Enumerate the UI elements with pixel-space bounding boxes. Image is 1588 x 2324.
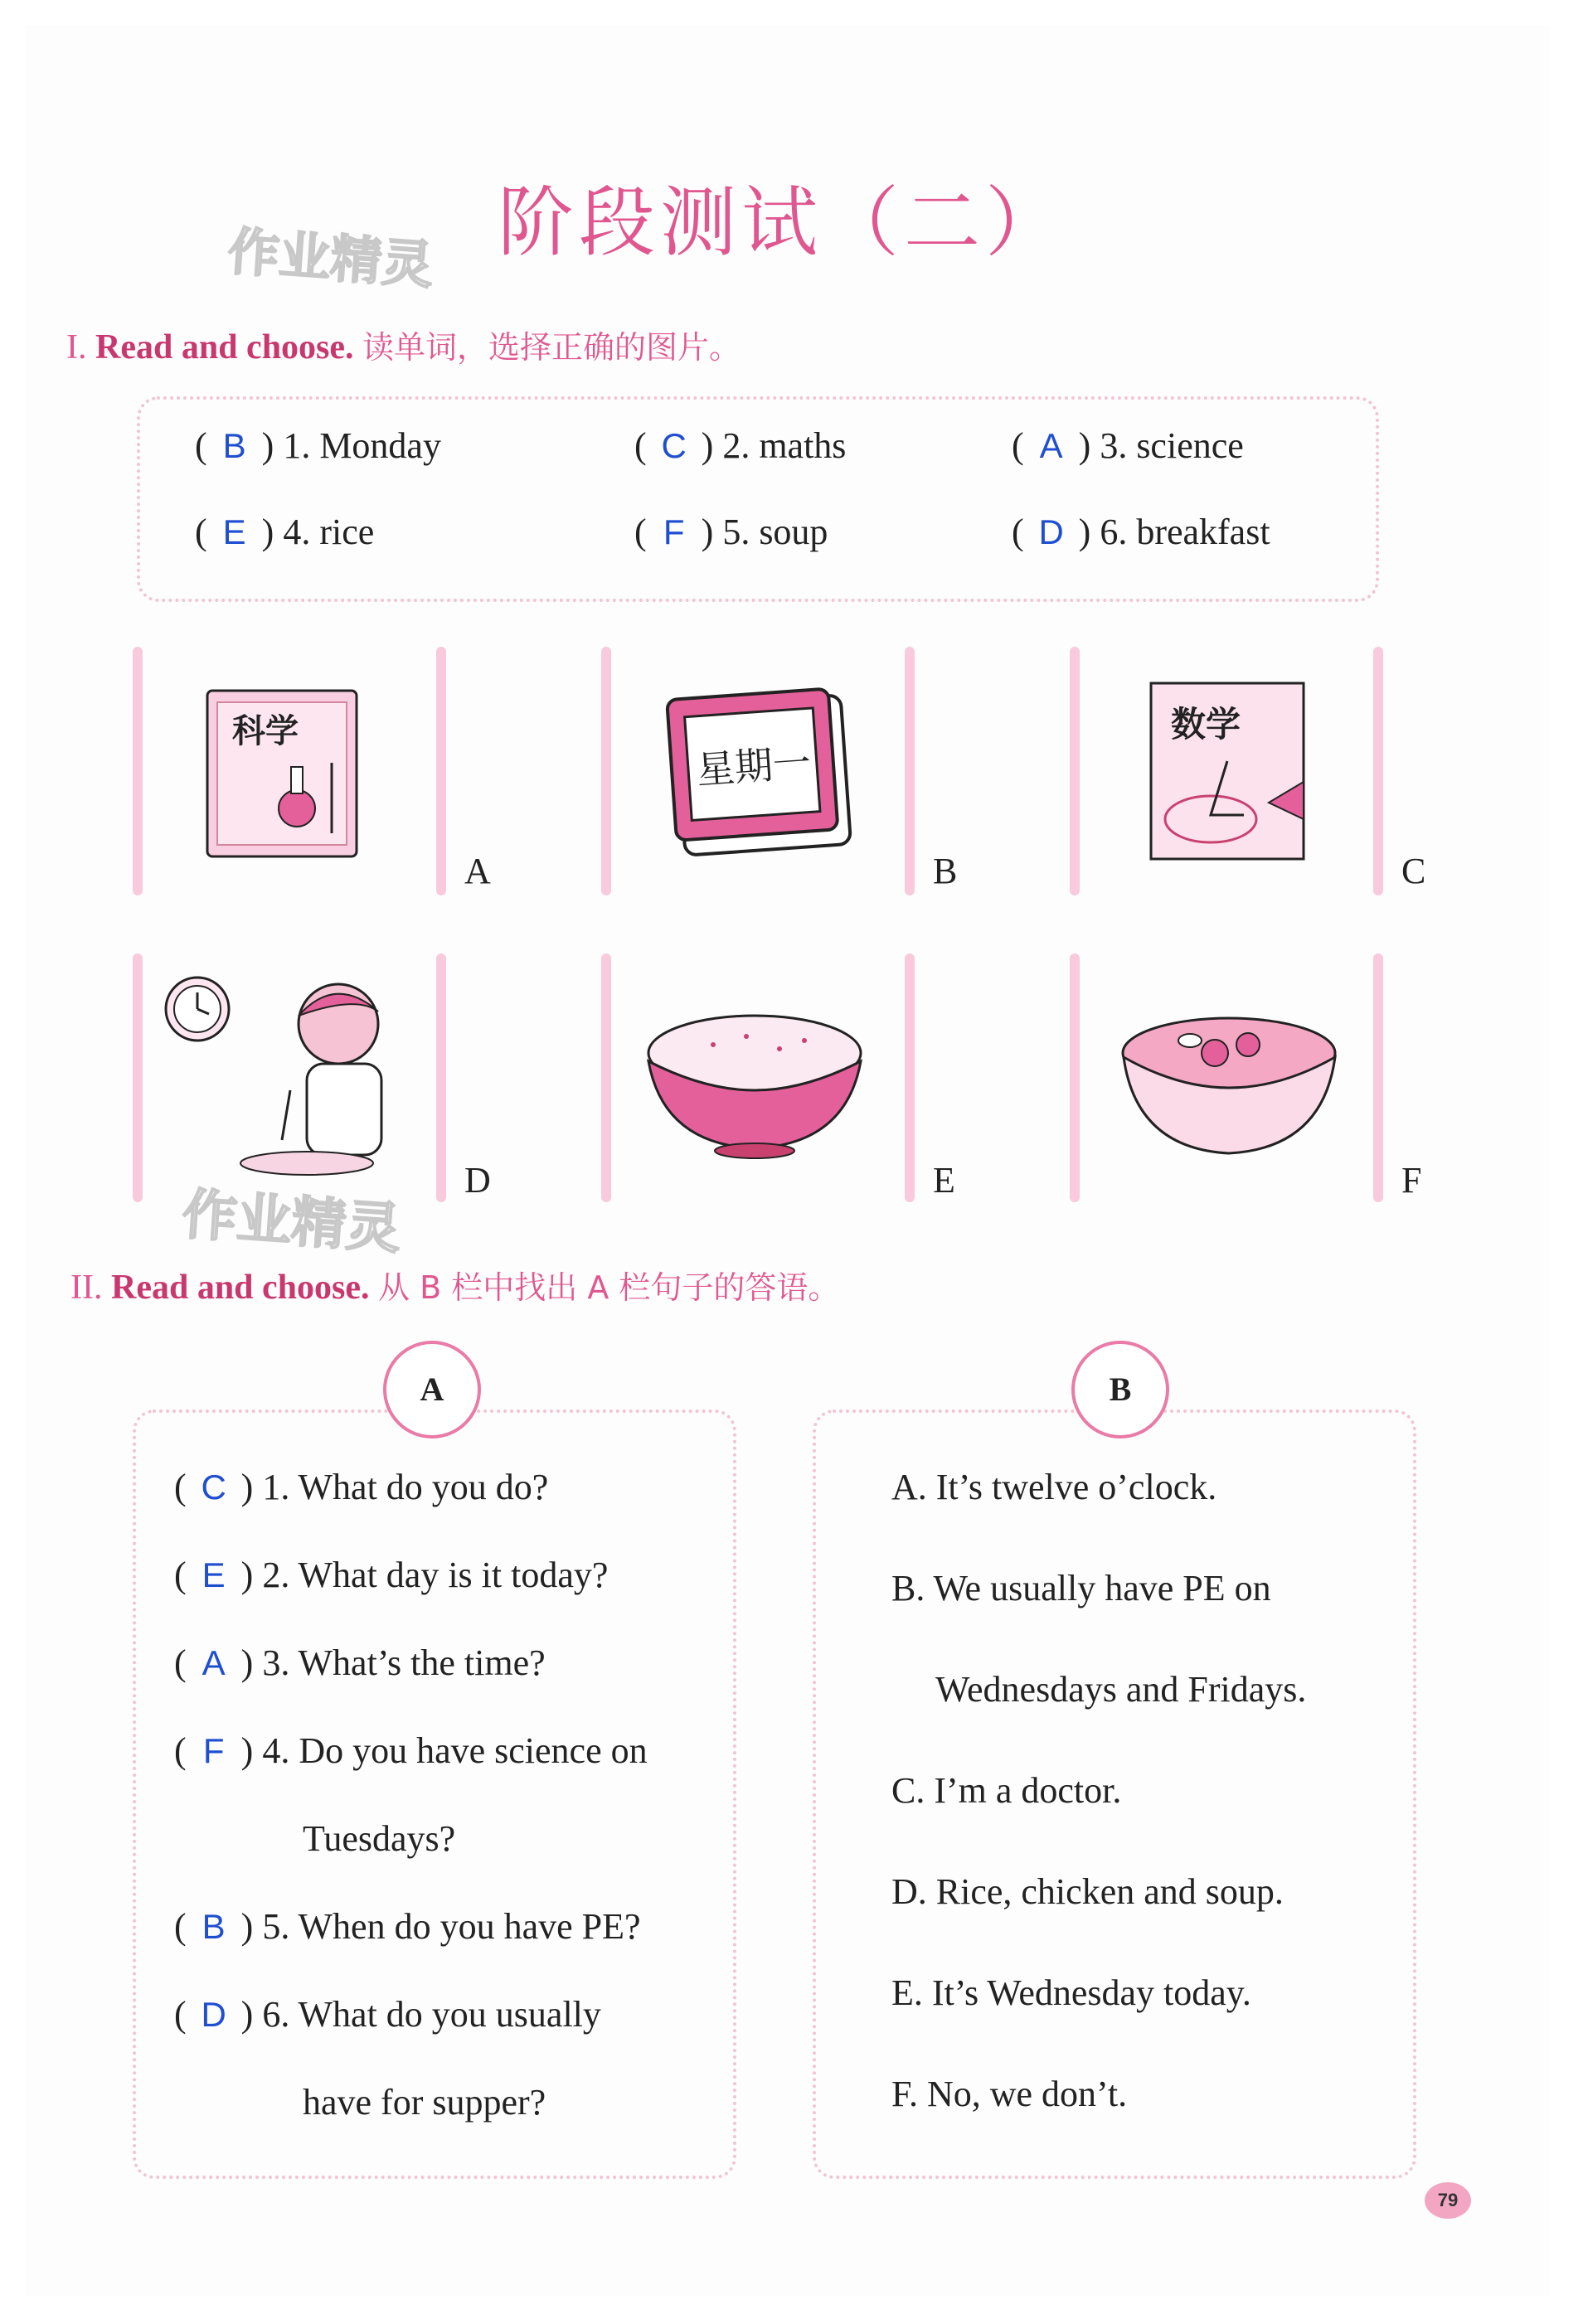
s1-item-5: ( F ) 5. soup xyxy=(634,512,828,552)
section-1-heading-cn: 读单词，选择正确的图片。 xyxy=(362,329,741,366)
a-answer-6[interactable]: D xyxy=(201,1995,226,2034)
s1-item-6: ( D ) 6. breakfast xyxy=(1012,512,1270,552)
a-question-4: 4. Do you have science on xyxy=(262,1730,648,1771)
section-2-heading-cn: 从 B 栏中找出 A 栏句子的答语。 xyxy=(378,1269,840,1306)
column-b-label: B xyxy=(1071,1341,1169,1439)
column-a-label: A xyxy=(383,1341,481,1439)
s1-item-4: ( E ) 4. rice xyxy=(195,512,375,552)
a-item-2: ( E ) 2. What day is it today? xyxy=(174,1555,609,1595)
a-question-5: 5. When do you have PE? xyxy=(262,1906,641,1947)
page-number: 79 xyxy=(1425,2182,1471,2219)
s1-answer-5[interactable]: F xyxy=(663,512,685,551)
a-answer-3[interactable]: A xyxy=(202,1643,226,1682)
picture-frame-d xyxy=(133,953,491,1202)
s1-word-2: 2. maths xyxy=(722,425,847,466)
science-book-label: 科学 xyxy=(232,712,299,750)
picture-letter-d: D xyxy=(464,1160,491,1201)
s1-answer-4[interactable]: E xyxy=(222,512,246,551)
a-item-3: ( A ) 3. What’s the time? xyxy=(174,1642,546,1683)
s1-word-1: 1. Monday xyxy=(283,425,441,466)
maths-book-label: 数学 xyxy=(1171,704,1241,745)
section-1-number: I. xyxy=(66,328,87,366)
a-question-2: 2. What day is it today? xyxy=(262,1555,609,1595)
s1-word-4: 4. rice xyxy=(283,512,375,552)
s1-word-3: 3. science xyxy=(1100,425,1244,466)
section-2-heading-en: Read and choose. xyxy=(110,1269,370,1307)
picture-letter-a: A xyxy=(464,851,491,891)
s1-item-2: ( C ) 2. maths xyxy=(634,425,847,466)
picture-frame-e xyxy=(601,953,955,1202)
picture-letter-f: F xyxy=(1401,1160,1422,1201)
picture-frame-a xyxy=(133,647,491,895)
picture-letter-e: E xyxy=(933,1160,955,1201)
a-question-6-cont: have for supper? xyxy=(303,2082,546,2123)
a-item-6: ( D ) 6. What do you usually xyxy=(174,1994,601,2035)
section-2-number: II. xyxy=(70,1269,103,1307)
a-question-6: 6. What do you usually xyxy=(262,1994,601,2035)
b-reply-a: A. It’s twelve o’clock. xyxy=(891,1467,1217,1507)
a-item-5: ( B ) 5. When do you have PE? xyxy=(174,1906,641,1947)
a-item-1: ( C ) 1. What do you do? xyxy=(174,1467,549,1507)
picture-frame-c xyxy=(1070,647,1426,895)
a-item-4: ( F ) 4. Do you have science on xyxy=(174,1730,648,1771)
section-2-heading xyxy=(70,1262,839,1308)
b-reply-c: C. I’m a doctor. xyxy=(891,1770,1122,1811)
s1-word-6: 6. breakfast xyxy=(1100,512,1270,552)
calendar-label: 星期一 xyxy=(695,740,813,793)
a-question-1: 1. What do you do? xyxy=(262,1467,549,1507)
calendar-icon xyxy=(663,684,854,866)
a-answer-4[interactable]: F xyxy=(202,1731,225,1770)
maths-book-icon xyxy=(1144,678,1310,869)
a-question-4-cont: Tuesdays? xyxy=(303,1818,456,1859)
s1-answer-2[interactable]: C xyxy=(661,426,687,465)
page-title: 阶段测试（二） xyxy=(498,181,1067,265)
rice-bowl-icon xyxy=(639,1003,871,1161)
picture-frame-b xyxy=(601,647,958,895)
b-reply-b-cont: Wednesdays and Fridays. xyxy=(935,1669,1307,1710)
column-a-box xyxy=(133,1409,736,2179)
s1-answer-6[interactable]: D xyxy=(1038,512,1064,551)
watermark-logo: 作业精灵 xyxy=(226,221,435,296)
science-book-icon xyxy=(199,684,365,866)
section-1-heading xyxy=(66,322,741,367)
s1-answer-1[interactable]: B xyxy=(222,426,246,465)
s1-answer-3[interactable]: A xyxy=(1039,426,1063,465)
watermark-logo-2: 作业精灵 xyxy=(180,1181,403,1262)
a-answer-1[interactable]: C xyxy=(201,1468,226,1506)
a-answer-5[interactable]: B xyxy=(202,1907,226,1946)
b-reply-e: E. It’s Wednesday today. xyxy=(891,1972,1251,2013)
picture-letter-c: C xyxy=(1401,851,1426,891)
s1-item-3: ( A ) 3. science xyxy=(1012,425,1244,466)
soup-bowl-icon xyxy=(1115,1007,1343,1165)
a-question-3: 3. What’s the time? xyxy=(262,1642,546,1683)
s1-word-5: 5. soup xyxy=(722,512,828,552)
b-reply-d: D. Rice, chicken and soup. xyxy=(891,1871,1284,1912)
picture-frame-f xyxy=(1070,953,1422,1202)
section-1-heading-en: Read and choose. xyxy=(95,328,354,366)
boy-eating-breakfast-icon xyxy=(158,966,423,1198)
a-answer-2[interactable]: E xyxy=(202,1555,226,1594)
b-reply-b: B. We usually have PE on xyxy=(891,1568,1271,1608)
picture-letter-b: B xyxy=(933,851,958,891)
s1-item-1: ( B ) 1. Monday xyxy=(195,425,441,466)
b-reply-f: F. No, we don’t. xyxy=(891,2074,1128,2114)
